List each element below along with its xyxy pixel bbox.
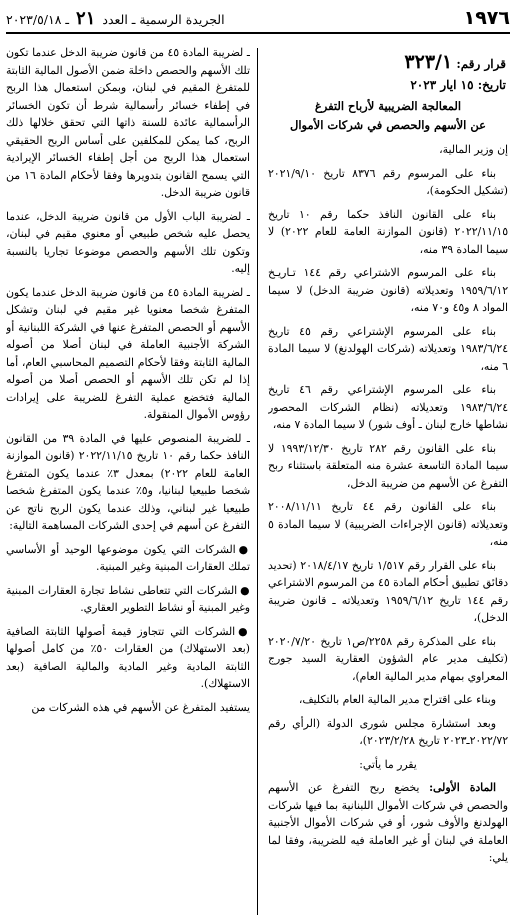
preamble-paragraph: بناء على القرار رقم ١/٥١٧ تاريخ ٢٠١٨/٤/١٧ (تحديد دقائق تطبيق أحكام المادة ٤٥ من المرسوم الاشتراعي رقم ١٤٤ تاريخ ١٩٥٩/٦/١٢ وتعديلاته ـ قانون ضريبة الدخل)، <box>268 558 508 624</box>
bullet-item <box>6 541 250 576</box>
bullet-icon: ● <box>238 542 250 556</box>
preamble-paragraph: بناء على المرسوم رقم ٨٣٧٦ تاريخ ٢٠٢١/٩/١٠ (تشكيل الحكومة)، <box>268 166 508 197</box>
header-rule <box>6 32 510 34</box>
bullet-text: الشركات التي تتعاطى نشاط تجارة العقارات المبنية وغير المبنية أو نشاط التطوير العقاري. <box>6 583 250 614</box>
preamble-paragraph: بناء على المرسوم الإشتراعي رقم ٤٦ تاريخ ١٩٨٣/٦/٢٤ وتعديلاته (نظام الشركات المحصور نشاطها خارج لبنان ـ أوف شور) لا سيما المادة ٧ منه، <box>268 383 508 431</box>
tax-case-paragraph: ـ لضريبة المادة ٤٥ من قانون ضريبة الدخل عندما يكون المتفرغ شخصا معنويا غير مقيم في لبنان وتشكل الأسهم أو الحصص المتفرغ عنها في الشركة اللبنانية أو الشركة الأجنبية العاملة في لبنان أصلا من أصوله المالية الثابتة وفقا لأحكام التصميم المحاسبي العام، أما إذا لم تكن تلك الأسهم أو الحصص أصلا من أصوله المالية فتخضع عملية التفرغ للضريبة على إيرادات رؤوس الأموال المنقولة. <box>6 285 250 421</box>
preamble-paragraph: بناء على القانون رقم ٤٤ تاريخ ٢٠٠٨/١١/١١ وتعديلاته (قانون الإجراءات الضريبية) لا سيما المادة ٥ منه، <box>268 500 508 548</box>
column-divider <box>257 48 258 915</box>
gazette-issue-line <box>6 8 225 29</box>
preamble-paragraph: بناء على القانون النافذ حكما رقم ١٠ تاريخ ٢٠٢٢/١١/١٥ (قانون الموازنة العامة للعام ٢٠٢٢) لا سيما المادة ٣٩ منه، <box>268 207 508 256</box>
tax-case-paragraph: ـ لضريبة الباب الأول من قانون ضريبة الدخل، عندما يحصل عليه شخص طبيعي أو معنوي مقيم في لبنان، وتكون تلك الأسهم والحصص موضوعا تجاريا بالنسبة إليه. <box>6 209 250 275</box>
page-header <box>6 6 510 30</box>
page-number: ١٩٧٦ <box>463 7 510 29</box>
closing-line: يستفيد المتفرغ عن الأسهم في هذه الشركات من <box>31 700 250 714</box>
decision-subject <box>268 97 508 135</box>
preamble-paragraph: بناء على القانون رقم ٢٨٢ تاريخ ١٩٩٣/١٢/٣٠ لا سيما المادة التاسعة عشرة منه المتعلقة باستثناء ربح التفرغ عن الأسهم من ضريبة الدخل، <box>268 441 508 490</box>
preamble-paragraph: بناء على المرسوم الاشتراعي رقم ١٤٤ تـاريـخ ١٩٥٩/٦/١٢ وتعديلاته (قانون ضريبة الدخل) لا سيما المواد ٨ و٤٥ و٧٠ منه، <box>268 266 508 314</box>
article-one-label: المادة الأولى: <box>429 781 496 794</box>
bullet-item <box>6 582 250 617</box>
left-column <box>6 44 250 919</box>
decides-line: يقرر ما يأتي: <box>359 757 417 771</box>
bullet-icon: ● <box>238 624 250 638</box>
decision-date: تاريخ: ١٥ ايار ٢٠٢٣ <box>410 78 506 92</box>
gazette-name: الجريدة الرسمية ـ العدد <box>102 11 225 27</box>
subject-line-2: عن الأسهم والحصص في شركات الأموال <box>290 118 486 132</box>
bullet-text: الشركات التي تتجاوز قيمة أصولها الثابتة الصافية (بعد الاستهلاك) من العقارات ٥٠٪ من كامل أصولها الثابتة المادية وغير المادية والمالية الصافية (بعد الاستهلاك). <box>6 624 250 690</box>
right-column <box>268 44 508 919</box>
subject-line-1: المعالجة الضريبية لأرباح التفرغ <box>314 99 462 113</box>
article-one <box>268 779 508 867</box>
preamble-paragraph: وبناء على اقتراح مدير المالية العام بالتكليف، <box>298 693 496 706</box>
decision-label: قرار رقم: <box>456 57 506 71</box>
issue-number: ٢١ <box>76 7 96 29</box>
bullet-item <box>6 623 250 693</box>
article-one-text: يخضع ربح التفرغ عن الأسهم والحصص في شركات الأموال اللبنانية بما فيها شركات الهولدنغ والأوف شور، أو في شركات الأموال الأجنبية العاملة في لبنان أو غير العاملة فيه للضريبة، وفقا لما يلي: <box>268 781 508 864</box>
decision-number: ٣٢٣/١ <box>404 51 453 73</box>
issue-date: ـ ٢٠٢٣/٥/١٨ <box>6 11 70 27</box>
decision-title <box>268 52 508 75</box>
preamble-paragraph: بناء على المرسوم الإشتراعي رقم ٤٥ تاريخ ١٩٨٣/٦/٢٤ وتعديلاته (شركات الهولدنغ) لا سيما المادة ٦ منه، <box>268 324 508 373</box>
tax-case-paragraph: ـ للضريبة المنصوص عليها في المادة ٣٩ من القانون النافذ حكما رقم ١٠ تاريخ ٢٠٢٢/١١/١٥ (قانون الموازنة العامة للعام ٢٠٢٢) بمعدل ٣٪ عندما يكون المتفرغ شخصا طبيعيا لبنانيا، و٥٪ عندما يكون المتفرغ شخصا طبيعيا غير لبناني، وذلك عندما يكون الربح ناتج عن التفرغ عن أسهم في إحدى الشركات المساهمة التالية: <box>6 431 250 532</box>
bullet-text: الشركات التي يكون موضوعها الوحيد أو الأساسي تملك العقارات المبنية وغير المبنية. <box>6 542 250 573</box>
preamble-paragraph: وبعد استشارة مجلس شورى الدولة (الرأي رقم ٢٠٢٢/٧٢ـ٢٠٢٣ تاريخ ٢٠٢٣/٢/٢٨)، <box>268 716 508 747</box>
tax-case-paragraph: ـ لضريبة المادة ٤٥ من قانون ضريبة الدخل عندما تكون تلك الأسهم والحصص داخلة ضمن الأصول المالية الثابتة للمتفرغ المقيم في لبنان، وبمكن استعمال هذا الربح في إطفاء خسائر رأسمالية شرط أن تكون الخسائر الرأسمالية عائدة للسنة ذاتها التي تحقق خلالها ذلك الربح، كما يمكن للمكلفين على أساس الربح الحقيقي استعمال هذا الربح من أجل إطفاء الخسائر الإيرادية التي يسمح القانون بتدويرها وفقا لأحكام المادة ١٦ من قانون ضريبة الدخل. <box>6 46 250 199</box>
preamble-paragraph: بناء على المذكرة رقم ٢٢٥٨/ص١ تاريخ ٢٠٢٠/٧/٢٠ (تكليف مدير عام الشؤون العقارية السيد جورج المعراوي بمهام مدير المالية العام)، <box>268 634 508 683</box>
bullet-icon: ● <box>240 583 250 597</box>
preamble-minister: إن وزير المالية، <box>439 143 508 156</box>
